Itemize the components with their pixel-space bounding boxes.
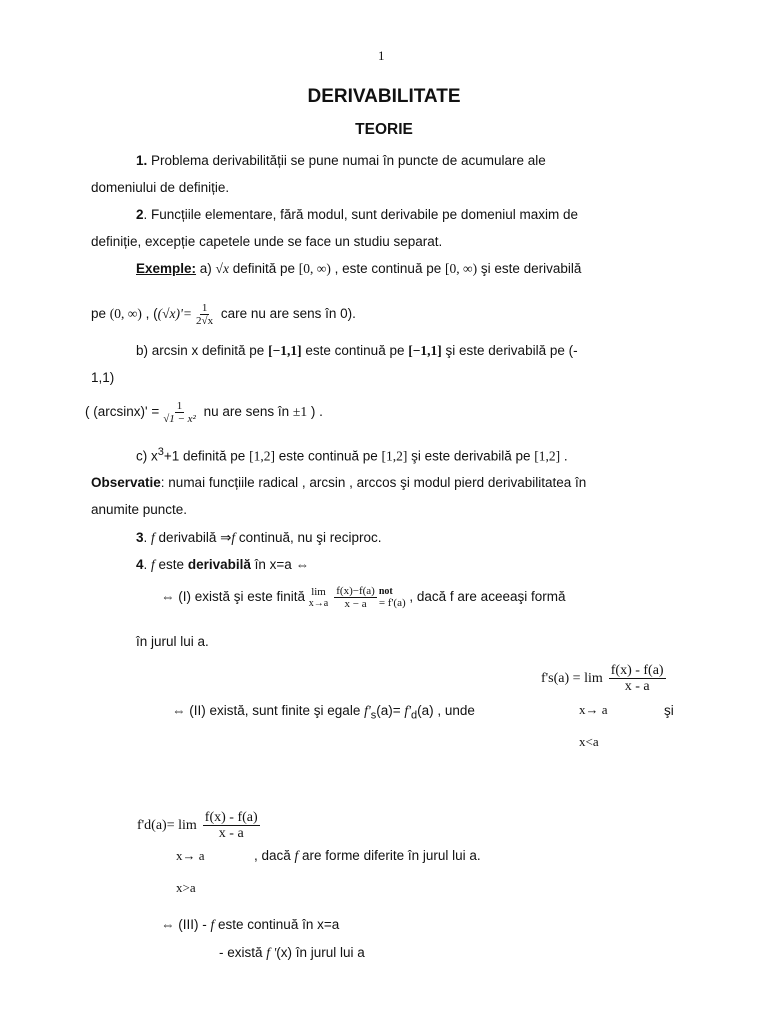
math-interval: [1,2]	[534, 448, 561, 464]
notation-label: not	[378, 586, 393, 598]
limit-condition-2: x<a	[579, 734, 599, 749]
text: nu are sens în	[199, 404, 293, 420]
fraction-numerator: f(x)−f(a)	[336, 585, 375, 597]
example-c-line	[136, 446, 568, 465]
math-fraction	[203, 810, 260, 842]
text: ⇔ (II) există, sunt finite şi egale	[172, 703, 365, 718]
iff-symbol: ⇔	[295, 557, 310, 572]
text: : numai funcțiile radical , arcsin , arccos şi modul pierd derivabilitatea în	[160, 475, 587, 490]
fraction-numerator: 1	[176, 400, 183, 412]
fraction-denominator: √1 − x²	[163, 413, 196, 426]
limit-condition-1: x→ a	[579, 702, 608, 717]
fraction-denominator: 2√x	[196, 315, 214, 328]
text: , dacă f are aceeaşi formă	[405, 589, 566, 605]
text: a)	[196, 261, 216, 276]
fraction-denominator: x - a	[624, 679, 650, 695]
text: este	[154, 557, 188, 572]
right-derivative-formula	[137, 810, 262, 842]
math-f-prime: f '	[266, 945, 277, 960]
math-f: f	[151, 530, 155, 545]
paragraph-number: 4	[136, 557, 144, 572]
fraction-numerator: f(x) - f(a)	[610, 663, 664, 678]
paragraph-number: 1.	[136, 153, 148, 168]
example-a-line-1	[136, 261, 581, 277]
limit-symbol: lim	[311, 586, 326, 599]
examples-label: Exemple:	[136, 261, 197, 276]
math-sqrt-x: √x	[215, 261, 229, 276]
observation-label: Observatie	[91, 475, 161, 490]
text: continuă, nu şi reciproc.	[235, 530, 382, 545]
text: derivabilă	[154, 530, 221, 545]
math-interval: [−1,1]	[268, 343, 302, 358]
subscript: d	[411, 709, 418, 722]
condition-3-line-1	[161, 917, 339, 933]
fraction-denominator: x - a	[218, 826, 244, 842]
math-limit	[309, 586, 328, 609]
text: pe	[91, 306, 110, 322]
observation-line-2: anumite puncte.	[91, 502, 188, 517]
text: ) .	[307, 404, 323, 420]
text: şi este derivabilă pe	[407, 448, 535, 464]
text: este continuă în x=a	[214, 917, 340, 932]
condition-3-line-2	[219, 945, 365, 961]
math-fraction	[334, 585, 377, 610]
math-f: f	[210, 917, 215, 932]
math-f: f	[231, 530, 236, 545]
text: şi este derivabilă	[477, 261, 582, 276]
paragraph-1-line-2: domeniului de definiție.	[91, 180, 230, 195]
math-interval: [−1,1]	[408, 343, 442, 358]
paragraph-text: . Funcțiile elementare, fără modul, sunt derivabile pe domeniul maxim de	[143, 207, 578, 222]
paragraph-1-line-1	[136, 153, 546, 168]
text: .	[143, 557, 152, 572]
left-derivative-formula	[541, 663, 668, 695]
text: ⇔ (III) -	[161, 917, 211, 932]
fraction-denominator: x − a	[344, 598, 367, 611]
math-f-prime: f'	[404, 703, 412, 718]
math-interval: [1,2]	[249, 448, 275, 464]
example-b-line-1	[136, 343, 578, 359]
limit-condition-1: x→ a	[176, 848, 205, 863]
section-title: TEORIE	[355, 121, 413, 138]
and-word: şi	[664, 703, 674, 718]
implies-symbol: ⇒	[220, 530, 232, 545]
text: este continuă pe	[274, 448, 382, 464]
paragraph-text: Problema derivabilității se pune numai în puncte de acumulare ale	[147, 153, 546, 168]
text: , dacă	[254, 848, 295, 863]
subscript: s	[370, 709, 377, 722]
math-interval: [0, ∞)	[298, 261, 331, 276]
text: definită pe	[228, 261, 299, 276]
text: care nu are sens în 0).	[217, 306, 356, 322]
text: este continuă pe	[301, 343, 409, 358]
math-fraction	[609, 663, 666, 695]
math-interval: [0, ∞)	[444, 261, 478, 276]
math-plus-minus: ±1	[292, 404, 308, 420]
fraction-numerator: 1	[201, 302, 208, 314]
math-interval: (0, ∞)	[109, 306, 142, 322]
example-b-line-3	[85, 400, 323, 425]
paragraph-2-line-1	[136, 207, 578, 222]
condition-1-line-1	[161, 585, 565, 610]
text: b) arcsin x definită pe	[136, 343, 269, 358]
text: are forme diferite în jurul lui a.	[298, 848, 481, 863]
math-f-prime: f'	[364, 703, 371, 718]
text: c) x	[136, 448, 158, 464]
bold-term: derivabilă	[187, 557, 251, 572]
text: (x) în jurul lui a	[276, 945, 365, 960]
page-number: 1	[378, 48, 385, 63]
text: , (	[141, 306, 158, 322]
formula-lhs: f'd(a)= lim	[137, 817, 197, 833]
condition-1-line-2: în jurul lui a.	[136, 634, 209, 649]
condition-2-line-1	[172, 703, 475, 722]
paragraph-number: 2	[136, 207, 144, 222]
math-derivative: (√x)'=	[157, 306, 193, 322]
limit-condition: x→a	[308, 598, 329, 610]
math-fraction	[161, 400, 198, 425]
text: +1 definită pe	[163, 448, 250, 464]
text: ( (arcsinx)' =	[85, 404, 160, 420]
math-notation	[379, 586, 406, 609]
paragraph-3	[136, 530, 382, 546]
paragraph-number: 3	[136, 530, 144, 545]
formula-lhs: f's(a) = lim	[541, 670, 603, 686]
text: şi este derivabilă pe (-	[441, 343, 578, 358]
text: ⇔ (I) există şi este finită	[161, 589, 309, 605]
limit-condition-2: x>a	[176, 880, 196, 895]
text: în x=a	[250, 557, 296, 572]
example-a-line-2	[91, 302, 356, 327]
text: (a) , unde	[417, 703, 475, 718]
example-b-line-2: 1,1)	[91, 370, 115, 385]
math-interval: [1,2]	[381, 448, 408, 464]
math-f: f	[151, 557, 155, 572]
exponent: 3	[157, 446, 164, 458]
paragraph-2-line-2: definiție, excepție capetele unde se face un studiu separat.	[91, 234, 443, 249]
paragraph-4	[136, 557, 309, 573]
math-fraction	[194, 302, 215, 327]
text: .	[560, 448, 568, 464]
text: , este continuă pe	[330, 261, 445, 276]
page-title: DERIVABILITATE	[307, 86, 461, 107]
math-f: f	[294, 848, 299, 863]
observation-line-1	[91, 475, 586, 490]
fraction-numerator: f(x) - f(a)	[204, 810, 258, 825]
text: .	[143, 530, 152, 545]
derivative-value: = f'(a)	[378, 597, 406, 610]
text: (a)=	[376, 703, 405, 718]
text: - există	[219, 945, 267, 960]
right-derivative-text	[254, 848, 481, 864]
